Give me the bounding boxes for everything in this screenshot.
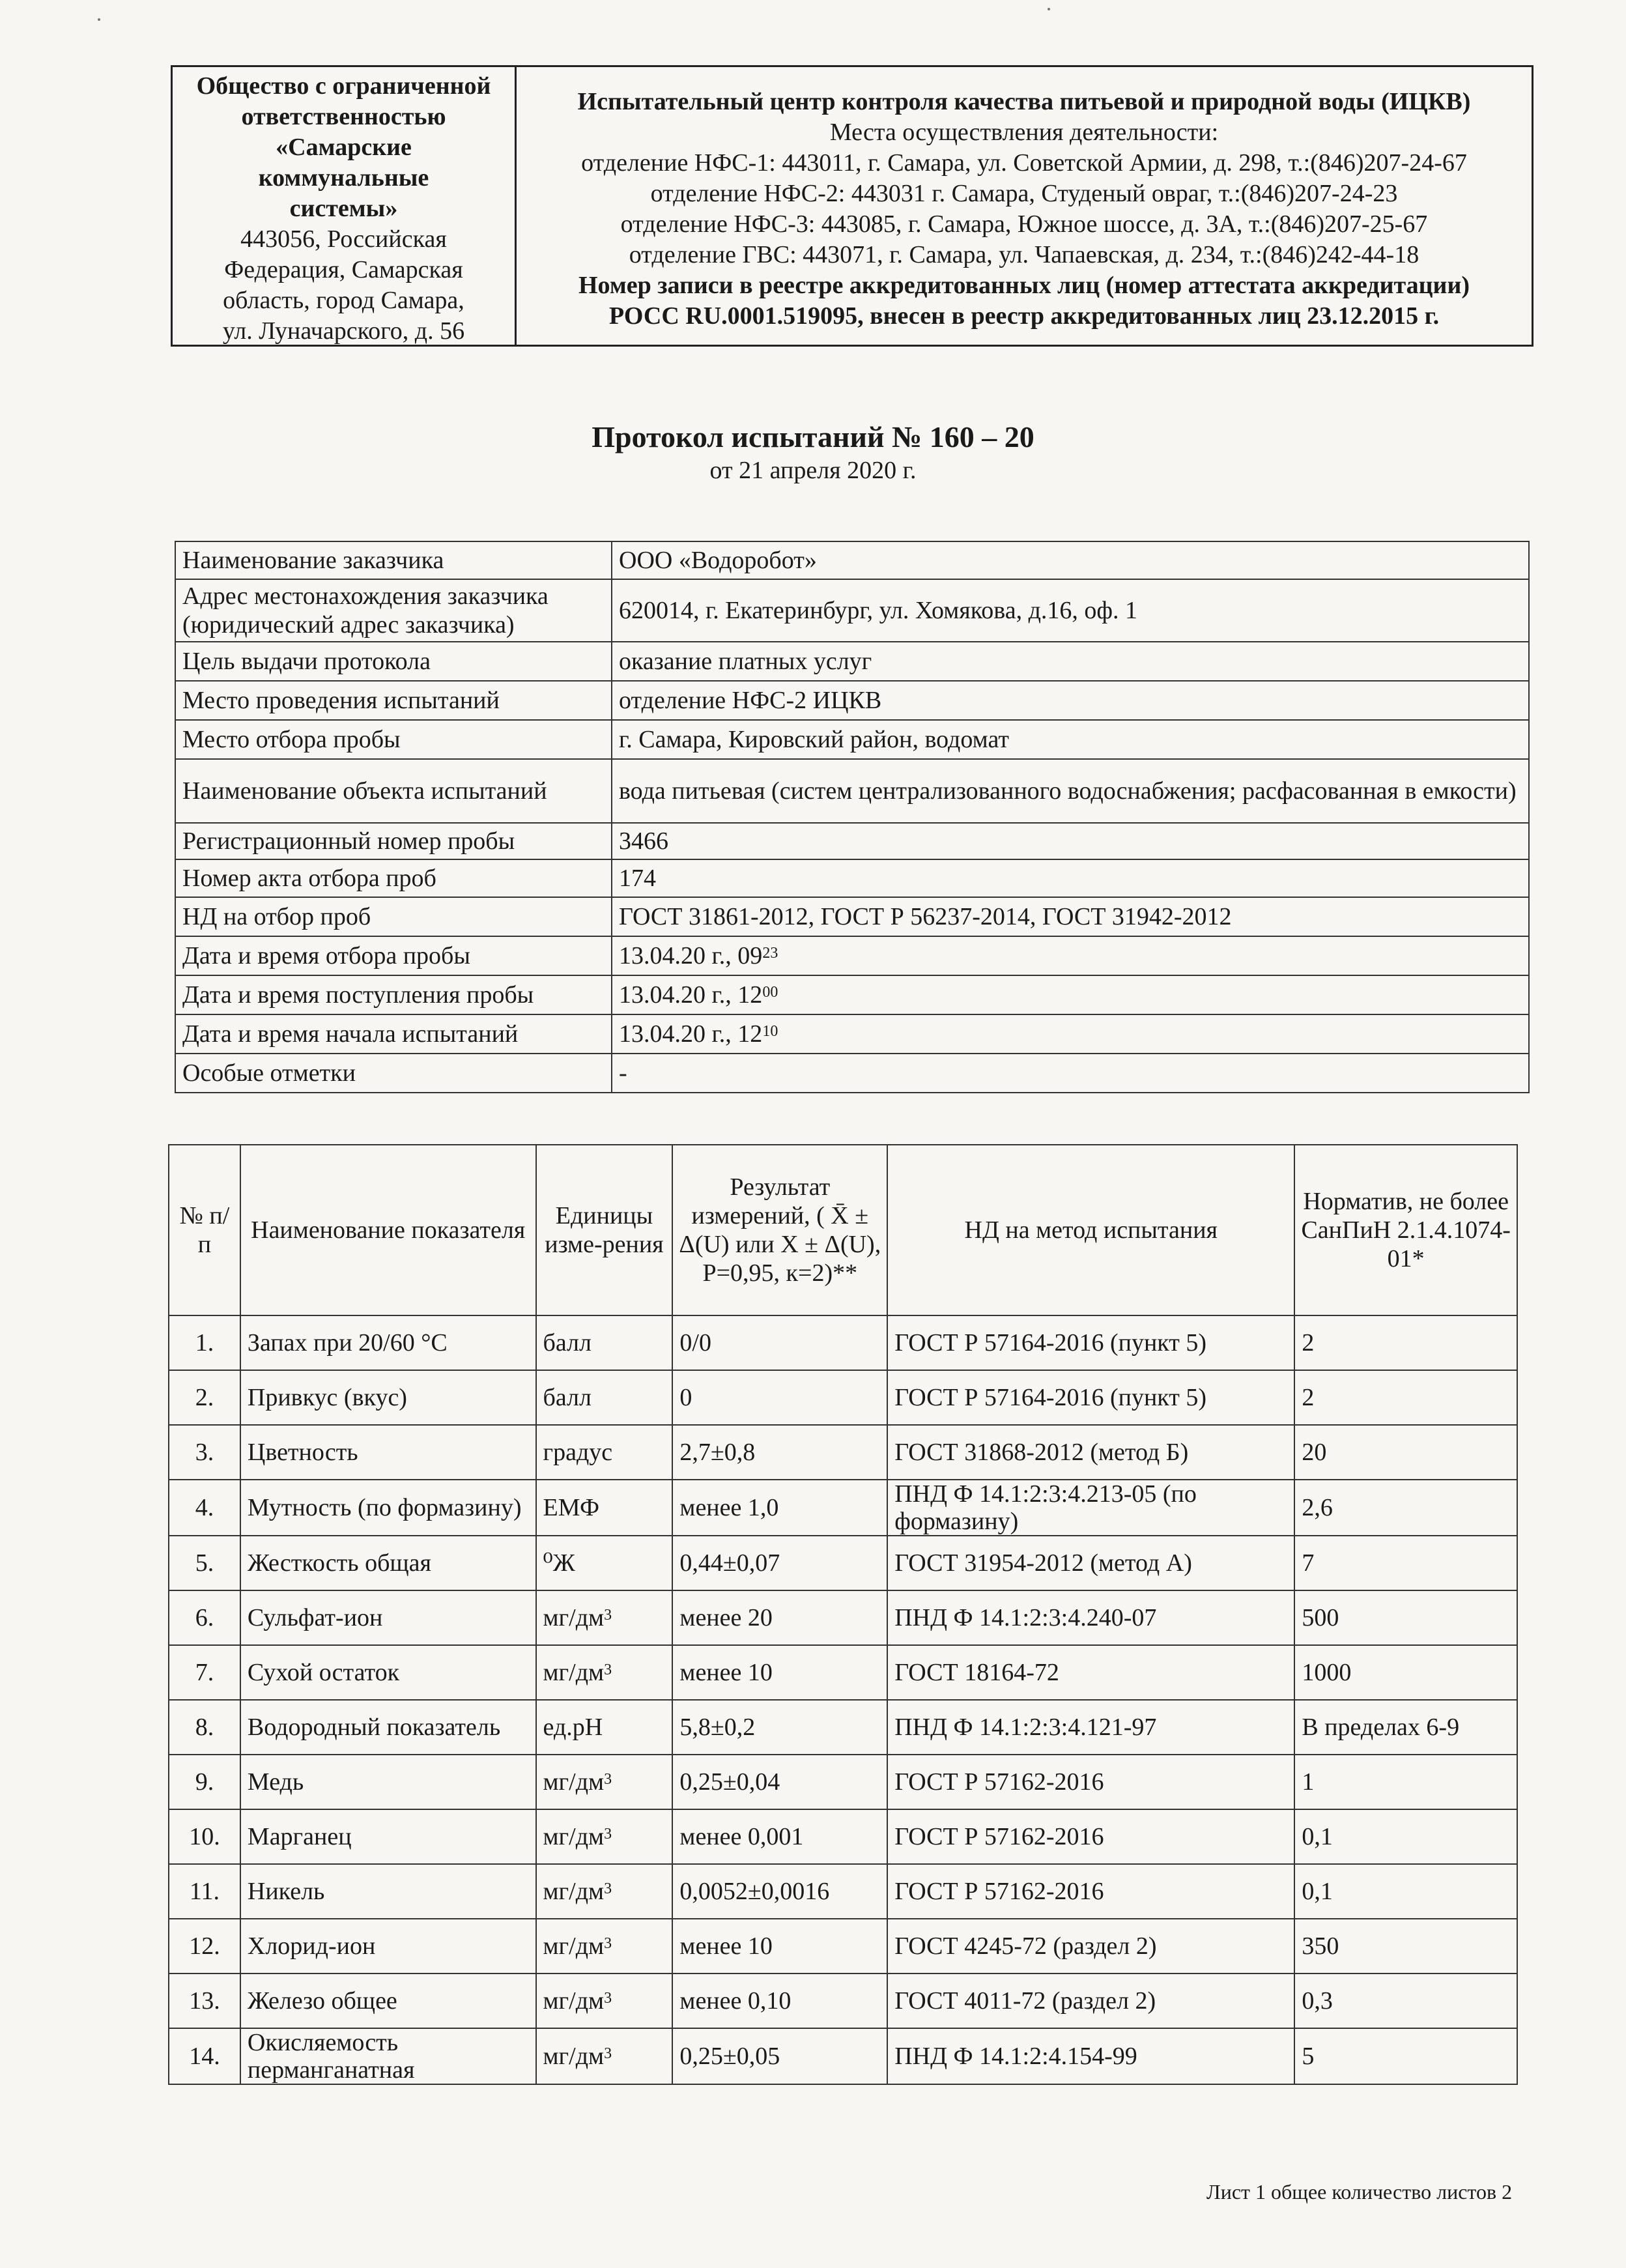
measured-result: 0,0052±0,0016	[672, 1864, 887, 1919]
info-label: Цель выдачи протокола	[175, 642, 612, 681]
indicator-name: Окисляемость перманганатная	[240, 2028, 536, 2084]
norm-value: 2	[1294, 1370, 1517, 1425]
info-row	[175, 681, 1529, 720]
department-line: отделение НФС-3: 443085, г. Самара, Южное шоссе, д. 3А, т.:(846)207-25-67	[620, 210, 1428, 238]
results-table	[168, 1144, 1518, 2085]
norm-value: 20	[1294, 1425, 1517, 1480]
info-row	[175, 975, 1529, 1014]
unit-cell	[536, 1700, 673, 1755]
org-name-line: коммунальные	[258, 164, 429, 192]
result-row	[169, 1425, 1517, 1480]
org-name-line: «Самарские	[276, 134, 412, 161]
unit: мг/дм	[543, 1878, 605, 1905]
norm-value: 0,1	[1294, 1809, 1517, 1864]
row-number: 5.	[169, 1536, 240, 1590]
test-center-block	[517, 67, 1532, 345]
info-label: НД на отбор проб	[175, 897, 612, 936]
unit: мг/дм	[543, 1768, 605, 1796]
row-number: 6.	[169, 1590, 240, 1645]
unit-cell	[536, 1919, 673, 1974]
norm-value: 5	[1294, 2028, 1517, 2084]
result-row	[169, 1480, 1517, 1536]
info-row	[175, 823, 1529, 859]
info-value-text: 13.04.20 г., 12	[619, 981, 763, 1009]
registry-line: РОСС RU.0001.519095, внесен в реестр аккредитованных лиц 23.12.2015 г.	[608, 302, 1440, 330]
info-row	[175, 859, 1529, 897]
department-line: отделение ГВС: 443071, г. Самара, ул. Чапаевская, д. 234, т.:(846)242-44-18	[629, 241, 1419, 268]
info-label: Место отбора пробы	[175, 720, 612, 759]
info-value	[612, 975, 1529, 1014]
norm-value: 350	[1294, 1919, 1517, 1974]
unit-cell	[536, 1590, 673, 1645]
test-method: ПНД Ф 14.1:2:3:4.121-97	[887, 1700, 1294, 1755]
row-number: 7.	[169, 1645, 240, 1700]
indicator-name: Железо общее	[240, 1974, 536, 2028]
unit-cell	[536, 1974, 673, 2028]
row-number: 14.	[169, 2028, 240, 2084]
info-value: отделение НФС-2 ИЦКВ	[612, 681, 1529, 720]
info-value: г. Самара, Кировский район, водомат	[612, 720, 1529, 759]
measured-result: 0,44±0,07	[672, 1536, 887, 1590]
results-body	[169, 1315, 1517, 2084]
org-name-line: Общество с ограниченной	[196, 72, 491, 100]
unit: мг/дм	[543, 1659, 605, 1686]
info-value: ООО «Водоробот»	[612, 541, 1529, 579]
norm-value: 0,3	[1294, 1974, 1517, 2028]
result-row	[169, 1370, 1517, 1425]
unit: градус	[543, 1439, 613, 1466]
unit-exponent: 3	[604, 1826, 612, 1843]
unit: мг/дм	[543, 2043, 605, 2070]
test-method: ГОСТ 18164-72	[887, 1645, 1294, 1700]
info-value-text: 13.04.20 г., 12	[619, 1020, 763, 1048]
indicator-name: Жесткость общая	[240, 1536, 536, 1590]
department-line: отделение НФС-1: 443011, г. Самара, ул. Советской Армии, д. 298, т.:(846)207-24-67	[581, 149, 1467, 177]
row-number: 13.	[169, 1974, 240, 2028]
scan-speck	[1048, 8, 1050, 10]
result-row	[169, 1700, 1517, 1755]
info-row	[175, 936, 1529, 975]
col-header-norm: Норматив, не более СанПиН 2.1.4.1074-01*	[1294, 1145, 1517, 1315]
row-number: 10.	[169, 1809, 240, 1864]
row-number: 11.	[169, 1864, 240, 1919]
col-header-indicator: Наименование показателя	[240, 1145, 536, 1315]
info-row	[175, 759, 1529, 823]
row-number: 4.	[169, 1480, 240, 1536]
info-row	[175, 897, 1529, 936]
row-number: 12.	[169, 1919, 240, 1974]
info-label: Наименование заказчика	[175, 541, 612, 579]
info-label: Дата и время начала испытаний	[175, 1014, 612, 1054]
indicator-name: Мутность (по формазину)	[240, 1480, 536, 1536]
indicator-name: Сульфат-ион	[240, 1590, 536, 1645]
norm-value: 1	[1294, 1755, 1517, 1809]
info-row	[175, 541, 1529, 579]
unit: ⁰Ж	[543, 1549, 575, 1577]
info-value: 174	[612, 859, 1529, 897]
info-row	[175, 1014, 1529, 1054]
info-value	[612, 936, 1529, 975]
protocol-date: от 21 апреля 2020 г.	[709, 457, 917, 484]
test-method: ГОСТ Р 57162-2016	[887, 1755, 1294, 1809]
row-number: 2.	[169, 1370, 240, 1425]
result-row	[169, 1809, 1517, 1864]
org-address-line: ул. Луначарского, д. 56	[222, 317, 465, 345]
unit-cell	[536, 1755, 673, 1809]
info-value: вода питьевая (систем централизованного водоснабжения; расфасованная в емкости)	[612, 759, 1529, 823]
info-value: -	[612, 1054, 1529, 1093]
row-number: 1.	[169, 1315, 240, 1370]
result-row	[169, 1919, 1517, 1974]
results-header-row	[169, 1145, 1517, 1315]
time-minutes: 00	[762, 984, 778, 1001]
unit: ЕМФ	[543, 1494, 600, 1521]
indicator-name: Привкус (вкус)	[240, 1370, 536, 1425]
result-row	[169, 1645, 1517, 1700]
org-name-line: ответственностью	[241, 103, 446, 130]
norm-value: 2	[1294, 1315, 1517, 1370]
measured-result: менее 1,0	[672, 1480, 887, 1536]
unit-cell	[536, 1645, 673, 1700]
unit-exponent: 3	[604, 1935, 612, 1952]
places-title: Места осуществления деятельности:	[829, 119, 1219, 146]
unit-cell	[536, 1315, 673, 1370]
org-address-line: область, город Самара,	[223, 287, 464, 314]
scan-speck	[98, 18, 100, 21]
test-method: ГОСТ 4245-72 (раздел 2)	[887, 1919, 1294, 1974]
unit: мг/дм	[543, 1932, 605, 1960]
measured-result: 0/0	[672, 1315, 887, 1370]
info-value: 3466	[612, 823, 1529, 859]
time-minutes: 23	[762, 945, 778, 962]
measured-result: 0,25±0,04	[672, 1755, 887, 1809]
unit: балл	[543, 1384, 592, 1411]
info-value	[612, 1014, 1529, 1054]
test-method: ГОСТ Р 57162-2016	[887, 1864, 1294, 1919]
indicator-name: Запах при 20/60 °С	[240, 1315, 536, 1370]
unit: ед.pH	[543, 1714, 603, 1741]
organization-header	[171, 65, 1533, 347]
unit: мг/дм	[543, 1823, 605, 1850]
test-method: ПНД Ф 14.1:2:3:4.213-05 (по формазину)	[887, 1480, 1294, 1536]
unit-exponent: 3	[604, 1607, 612, 1624]
result-row	[169, 1315, 1517, 1370]
col-header-method: НД на метод испытания	[887, 1145, 1294, 1315]
test-method: ГОСТ Р 57164-2016 (пункт 5)	[887, 1315, 1294, 1370]
info-value: ГОСТ 31861-2012, ГОСТ Р 56237-2014, ГОСТ 31942-2012	[612, 897, 1529, 936]
measured-result: 2,7±0,8	[672, 1425, 887, 1480]
test-method: ГОСТ Р 57164-2016 (пункт 5)	[887, 1370, 1294, 1425]
registry-line: Номер записи в реестре аккредитованных лиц (номер аттестата аккредитации)	[578, 272, 1470, 299]
info-value-text: 13.04.20 г., 09	[619, 942, 763, 969]
unit-exponent: 3	[604, 1990, 612, 2007]
unit: балл	[543, 1329, 592, 1356]
unit: мг/дм	[543, 1604, 605, 1631]
norm-value: 500	[1294, 1590, 1517, 1645]
department-line: отделение НФС-2: 443031 г. Самара, Студеный овраг, т.:(846)207-24-23	[650, 180, 1398, 207]
result-row	[169, 1864, 1517, 1919]
row-number: 9.	[169, 1755, 240, 1809]
indicator-name: Цветность	[240, 1425, 536, 1480]
col-header-number: № п/п	[169, 1145, 240, 1315]
org-name-line: системы»	[289, 195, 398, 222]
info-label: Дата и время отбора пробы	[175, 936, 612, 975]
indicator-name: Сухой остаток	[240, 1645, 536, 1700]
col-header-units: Единицы изме-рения	[536, 1145, 673, 1315]
info-label: Дата и время поступления пробы	[175, 975, 612, 1014]
info-label: Регистрационный номер пробы	[175, 823, 612, 859]
indicator-name: Медь	[240, 1755, 536, 1809]
info-label: Место проведения испытаний	[175, 681, 612, 720]
info-label: Адрес местонахождения заказчика (юридический адрес заказчика)	[175, 579, 612, 642]
indicator-name: Хлорид-ион	[240, 1919, 536, 1974]
measured-result: 5,8±0,2	[672, 1700, 887, 1755]
test-method: ПНД Ф 14.1:2:4.154-99	[887, 2028, 1294, 2084]
unit-cell	[536, 1809, 673, 1864]
measured-result: менее 10	[672, 1645, 887, 1700]
measured-result: менее 10	[672, 1919, 887, 1974]
info-value: 620014, г. Екатеринбург, ул. Хомякова, д.16, оф. 1	[612, 579, 1529, 642]
indicator-name: Марганец	[240, 1809, 536, 1864]
measured-result: менее 0,10	[672, 1974, 887, 2028]
col-header-result: Результат измерений, ( X̄ ± Δ(U) или X ± Δ(U), P=0,95, к=2)**	[672, 1145, 887, 1315]
unit-exponent: 3	[604, 1661, 612, 1678]
protocol-title: Протокол испытаний № 160 – 20	[592, 420, 1034, 453]
indicator-name: Никель	[240, 1864, 536, 1919]
result-row	[169, 2028, 1517, 2084]
time-minutes: 10	[762, 1023, 778, 1040]
test-method: ГОСТ 31954-2012 (метод А)	[887, 1536, 1294, 1590]
info-label: Номер акта отбора проб	[175, 859, 612, 897]
info-value: оказание платных услуг	[612, 642, 1529, 681]
info-row	[175, 1054, 1529, 1093]
test-method: ГОСТ 31868-2012 (метод Б)	[887, 1425, 1294, 1480]
unit-exponent: 3	[604, 1880, 612, 1897]
unit-cell	[536, 1370, 673, 1425]
measured-result: менее 20	[672, 1590, 887, 1645]
norm-value: 1000	[1294, 1645, 1517, 1700]
norm-value: В пределах 6-9	[1294, 1700, 1517, 1755]
test-center-name: Испытательный центр контроля качества питьевой и природной воды (ИЦКВ)	[577, 88, 1471, 115]
result-row	[169, 1755, 1517, 1809]
result-row	[169, 1590, 1517, 1645]
unit-cell	[536, 2028, 673, 2084]
info-row	[175, 720, 1529, 759]
indicator-name: Водородный показатель	[240, 1700, 536, 1755]
row-number: 3.	[169, 1425, 240, 1480]
unit: мг/дм	[543, 1987, 605, 2015]
info-row	[175, 579, 1529, 642]
unit-cell	[536, 1864, 673, 1919]
unit-cell	[536, 1536, 673, 1590]
test-method: ПНД Ф 14.1:2:3:4.240-07	[887, 1590, 1294, 1645]
test-method: ГОСТ 4011-72 (раздел 2)	[887, 1974, 1294, 2028]
norm-value: 0,1	[1294, 1864, 1517, 1919]
test-method: ГОСТ Р 57162-2016	[887, 1809, 1294, 1864]
measured-result: 0	[672, 1370, 887, 1425]
unit-cell	[536, 1480, 673, 1536]
result-row	[169, 1974, 1517, 2028]
unit-cell	[536, 1425, 673, 1480]
row-number: 8.	[169, 1700, 240, 1755]
norm-value: 2,6	[1294, 1480, 1517, 1536]
measured-result: 0,25±0,05	[672, 2028, 887, 2084]
page-footer: Лист 1 общее количество листов 2	[1206, 2180, 1513, 2203]
result-row	[169, 1536, 1517, 1590]
org-address-line: 443056, Российская	[240, 225, 447, 253]
info-row	[175, 642, 1529, 681]
sample-info-table	[175, 541, 1530, 1093]
info-label: Наименование объекта испытаний	[175, 759, 612, 823]
org-address-line: Федерация, Самарская	[224, 256, 463, 283]
measured-result: менее 0,001	[672, 1809, 887, 1864]
norm-value: 7	[1294, 1536, 1517, 1590]
unit-exponent: 3	[604, 1771, 612, 1788]
organization-block	[173, 67, 517, 345]
info-label: Особые отметки	[175, 1054, 612, 1093]
unit-exponent: 3	[604, 2045, 612, 2062]
